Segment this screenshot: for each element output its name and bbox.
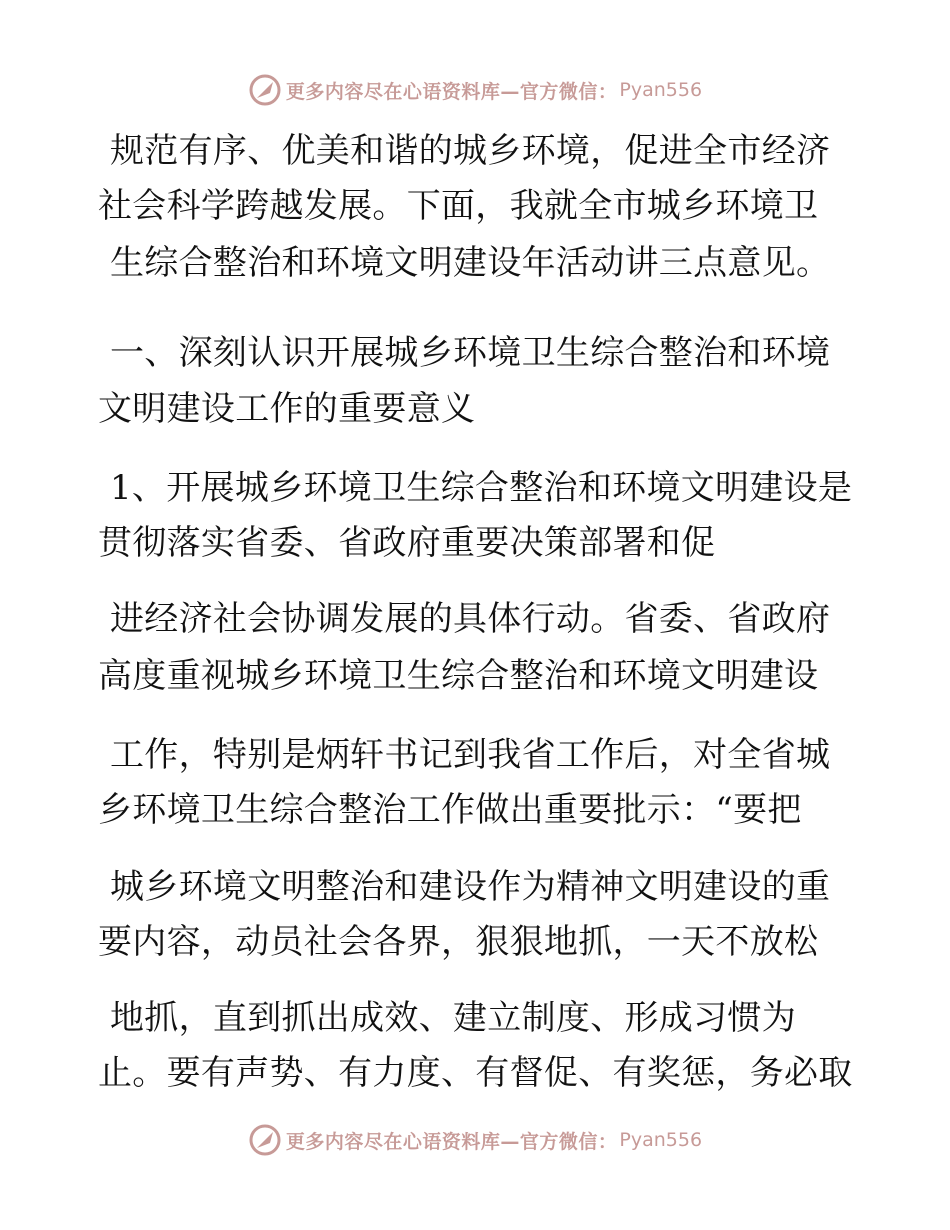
body-line: 地抓，直到抓出成效、建立制度、形成习惯为 xyxy=(110,998,796,1038)
quill-logo-icon xyxy=(248,73,282,107)
watermark-id: Pyan556 xyxy=(619,1129,703,1151)
watermark-text: 更多内容尽在心语资料库—官方微信： xyxy=(285,80,618,103)
header-watermark xyxy=(0,70,950,110)
body-line: 止。要有声势、有力度、有督促、有奖惩，务必取 xyxy=(98,1053,853,1093)
body-line: 城乡环境文明整治和建设作为精神文明建设的重 xyxy=(110,867,831,907)
body-line: 贯彻落实省委、省政府重要决策部署和促 xyxy=(98,523,716,563)
watermark-id: Pyan556 xyxy=(619,79,703,101)
footer-watermark xyxy=(0,1120,950,1160)
body-line: 进经济社会协调发展的具体行动。省委、省政府 xyxy=(110,599,831,639)
body-line: 工作，特别是炳轩书记到我省工作后，对全省城 xyxy=(110,735,831,775)
body-line: 规范有序、优美和谐的城乡环境，促进全市经济 xyxy=(110,131,831,171)
section-heading: 文明建设工作的重要意义 xyxy=(98,389,476,429)
body-line: 要内容，动员社会各界，狠狠地抓，一天不放松 xyxy=(98,922,819,962)
body-line: 乡环境卫生综合整治工作做出重要批示：“要把 xyxy=(98,790,802,830)
section-heading: 一、深刻认识开展城乡环境卫生综合整治和环境 xyxy=(110,333,831,373)
watermark-text: 更多内容尽在心语资料库—官方微信： xyxy=(285,1130,618,1153)
body-line: 1、开展城乡环境卫生综合整治和环境文明建设是 xyxy=(110,468,853,508)
body-line: 高度重视城乡环境卫生综合整治和环境文明建设 xyxy=(98,656,819,696)
body-line: 社会科学跨越发展。下面，我就全市城乡环境卫 xyxy=(98,186,819,226)
body-line: 生综合整治和环境文明建设年活动讲三点意见。 xyxy=(110,243,831,283)
quill-logo-icon xyxy=(248,1123,282,1157)
